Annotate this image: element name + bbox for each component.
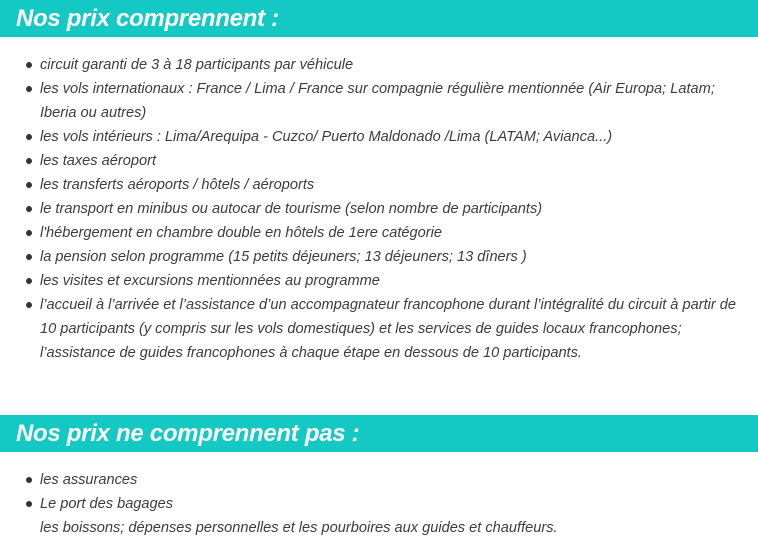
list-item <box>0 468 758 492</box>
list-item-text: le transport en minibus ou autocar de tourisme (selon nombre de participants) <box>40 201 543 217</box>
list-item-text: les boissons; dépenses personnelles et les pourboires aux guides et chauffeurs. <box>40 520 558 536</box>
list-item <box>0 77 758 125</box>
list-item <box>0 197 758 221</box>
list-item <box>0 293 758 365</box>
list-item-text: l’accueil à l’arrivée et l’assistance d’un accompagnateur francophone durant l’intégralité du circuit à partir de 10 participants (y compris sur les vols domestiques) et les services de guides locaux francophones; l’assistance de guides francophones à chaque étape en dessous de 10 participants. <box>40 297 737 361</box>
bullet-icon <box>26 86 32 92</box>
list-item-text: la pension selon programme (15 petits déjeuners; 13 déjeuners; 13 dîners ) <box>40 249 527 265</box>
bullet-icon <box>26 302 32 308</box>
bullet-icon <box>26 278 32 284</box>
bullet-icon <box>26 134 32 140</box>
list-item <box>0 516 758 540</box>
list-item-text: les vols intérieurs : Lima/Arequipa - Cuzco/ Puerto Maldonado /Lima (LATAM; Avianca...) <box>40 129 613 145</box>
list-item-text: Le port des bagages <box>40 496 174 512</box>
bullet-icon <box>26 62 32 68</box>
excluded-list <box>0 468 758 540</box>
bullet-icon <box>26 477 32 483</box>
bullet-icon <box>26 182 32 188</box>
excluded-section-title: Nos prix ne comprennent pas : <box>0 415 758 452</box>
list-item <box>0 221 758 245</box>
list-item <box>0 269 758 293</box>
included-list <box>0 53 758 365</box>
included-section-title: Nos prix comprennent : <box>0 0 758 37</box>
bullet-icon <box>26 254 32 260</box>
list-item-text: circuit garanti de 3 à 18 participants par véhicule <box>40 57 354 73</box>
bullet-icon <box>26 230 32 236</box>
list-item <box>0 53 758 77</box>
list-item-text: les transferts aéroports / hôtels / aéroports <box>40 177 315 193</box>
list-item <box>0 245 758 269</box>
list-item <box>0 173 758 197</box>
list-item-text: les assurances <box>40 472 138 488</box>
list-item-text: les visites et excursions mentionnées au programme <box>40 273 380 289</box>
bullet-icon <box>26 501 32 507</box>
list-item-text: l'hébergement en chambre double en hôtels de 1ere catégorie <box>40 225 442 241</box>
list-item-text: les taxes aéroport <box>40 153 157 169</box>
list-item <box>0 492 758 516</box>
list-item-text: les vols internationaux : France / Lima / France sur compagnie régulière mentionnée (Air Europa; Latam; Iberia ou autres) <box>40 81 715 121</box>
list-item <box>0 125 758 149</box>
list-item <box>0 149 758 173</box>
bullet-icon <box>26 206 32 212</box>
bullet-icon <box>26 158 32 164</box>
